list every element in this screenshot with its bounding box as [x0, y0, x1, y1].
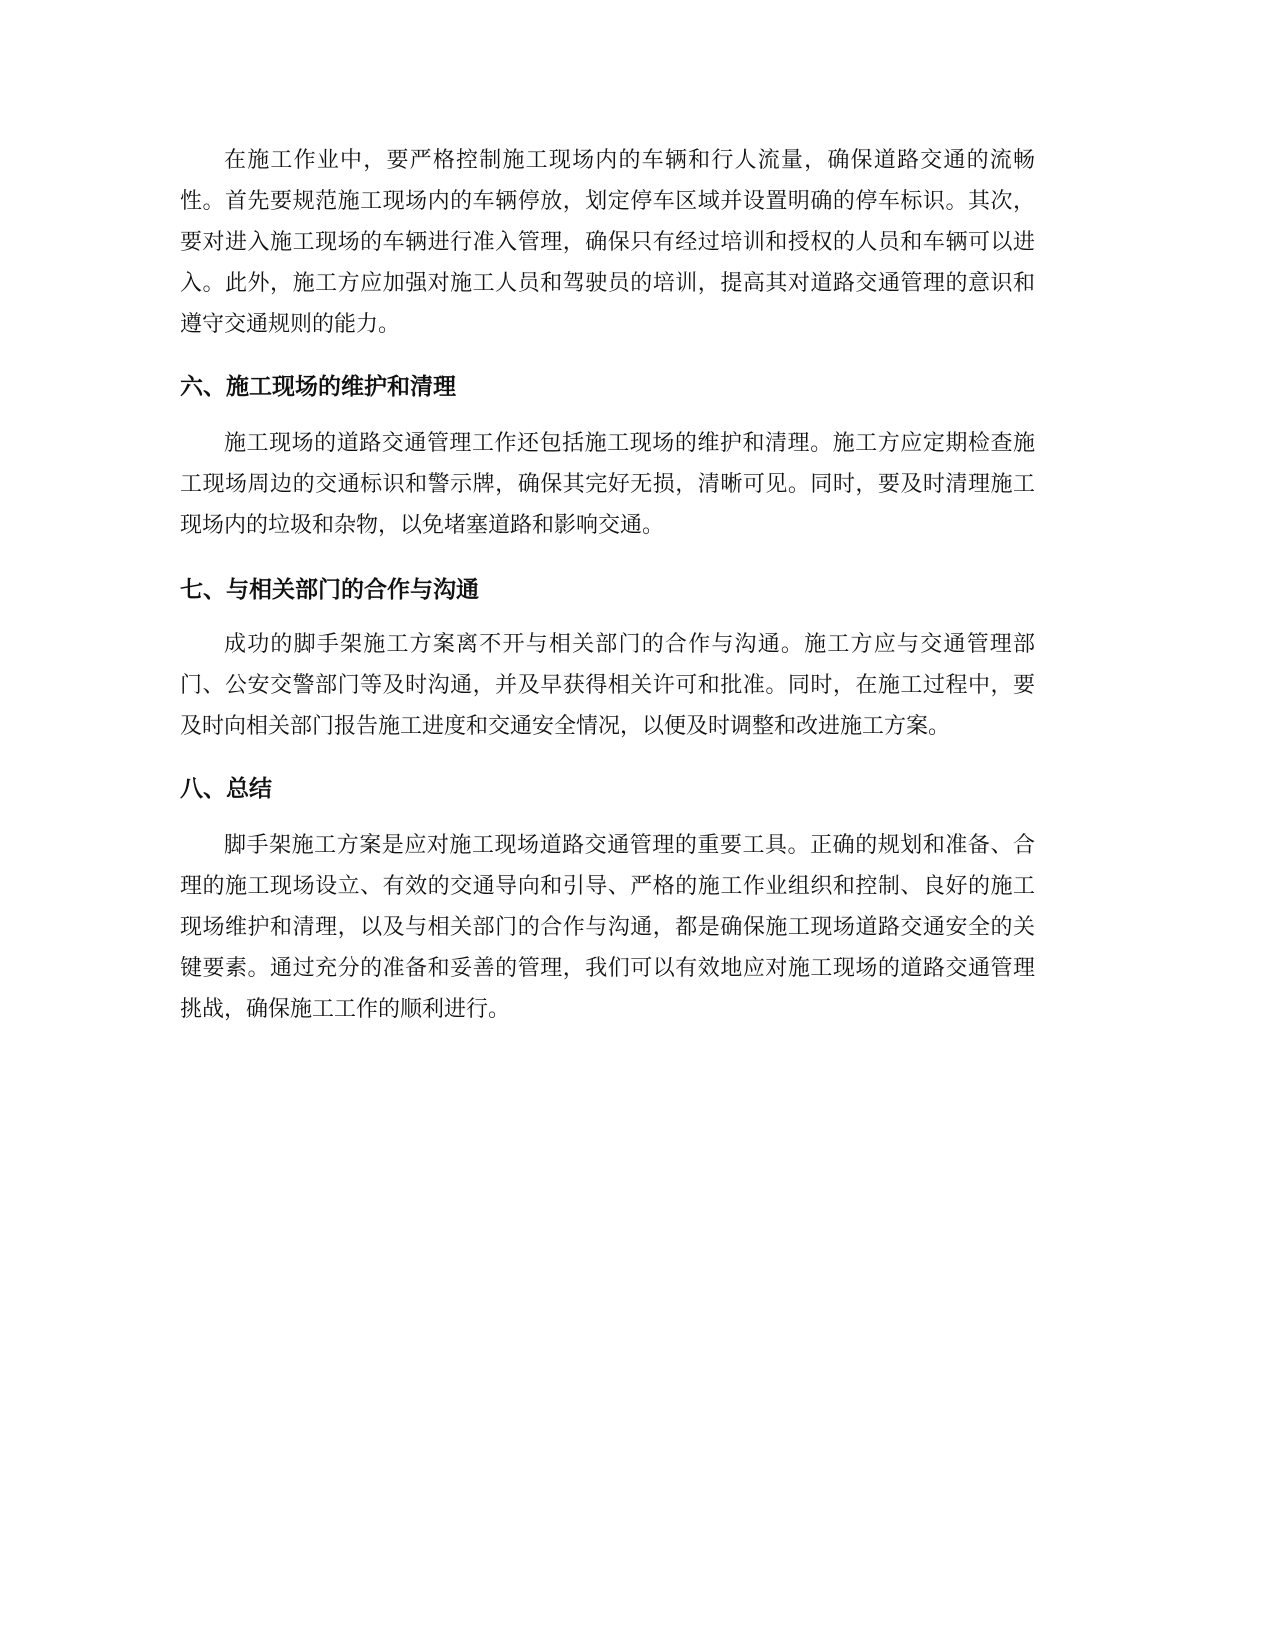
section-heading-maintenance: 六、施工现场的维护和清理	[180, 374, 456, 400]
document-page	[180, 140, 1035, 1030]
section-paragraph-summary: 脚手架施工方案是应对施工现场道路交通管理的重要工具。正确的规划和准备、合理的施工现场设立、有效的交通导向和引导、严格的施工作业组织和控制、良好的施工现场维护和清理，以及与相关部门的合作与沟通，都是确保施工现场道路交通安全的关键要素。通过充分的准备和妥善的管理，我们可以有效地应对施工现场的道路交通管理挑战，确保施工工作的顺利进行。	[180, 833, 1035, 1022]
section-heading-summary: 八、总结	[180, 776, 272, 802]
section-paragraph-cooperation: 成功的脚手架施工方案离不开与相关部门的合作与沟通。施工方应与交通管理部门、公安交警部门等及时沟通，并及早获得相关许可和批准。同时，在施工过程中，要及时向相关部门报告施工进度和交通安全情况，以便及时调整和改进施工方案。	[180, 632, 1035, 739]
section-paragraph-maintenance: 施工现场的道路交通管理工作还包括施工现场的维护和清理。施工方应定期检查施工现场周边的交通标识和警示牌，确保其完好无损，清晰可见。同时，要及时清理施工现场内的垃圾和杂物，以免堵塞道路和影响交通。	[180, 431, 1035, 538]
intro-paragraph: 在施工作业中，要严格控制施工现场内的车辆和行人流量，确保道路交通的流畅性。首先要规范施工现场内的车辆停放，划定停车区域并设置明确的停车标识。其次，要对进入施工现场的车辆进行准入管理，确保只有经过培训和授权的人员和车辆可以进入。此外，施工方应加强对施工人员和驾驶员的培训，提高其对道路交通管理的意识和遵守交通规则的能力。	[180, 148, 1035, 337]
section-heading-cooperation: 七、与相关部门的合作与沟通	[180, 577, 479, 603]
